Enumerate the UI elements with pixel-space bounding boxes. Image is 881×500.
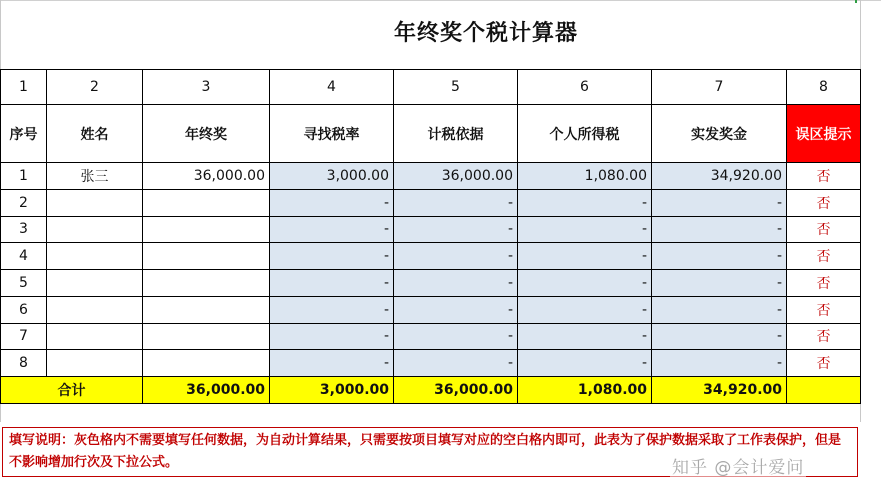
cell-name[interactable] [47, 350, 143, 377]
cell-seq: 3 [1, 216, 47, 243]
cell-tax-base: - [394, 296, 518, 323]
cell-net-bonus: - [652, 216, 787, 243]
cell-tax-base: 36,000.00 [394, 163, 518, 190]
table-row [1, 189, 861, 216]
cell-rate: - [270, 189, 394, 216]
cell-tax-base: - [394, 323, 518, 350]
header-row [1, 105, 861, 163]
table-row [1, 323, 861, 350]
cell-name[interactable] [47, 323, 143, 350]
total-row [1, 377, 861, 404]
cell-income-tax: - [518, 189, 652, 216]
cell-bonus[interactable] [143, 216, 270, 243]
cell-net-bonus: - [652, 350, 787, 377]
total-rate: 3,000.00 [270, 377, 394, 404]
cell-seq: 6 [1, 296, 47, 323]
cell-net-bonus: 34,920.00 [652, 163, 787, 190]
column-number-row [1, 70, 861, 105]
cell-seq: 5 [1, 270, 47, 297]
cell-income-tax: - [518, 270, 652, 297]
cell-rate: - [270, 296, 394, 323]
selection-marker [855, 0, 857, 3]
cell-net-bonus: - [652, 323, 787, 350]
total-tax-base: 36,000.00 [394, 377, 518, 404]
cell-warning: 否 [787, 350, 861, 377]
cell-seq: 1 [1, 163, 47, 190]
cell-bonus[interactable] [143, 270, 270, 297]
column-number: 7 [652, 70, 787, 105]
header-bonus: 年终奖 [143, 105, 270, 163]
cell-bonus[interactable]: 36,000.00 [143, 163, 270, 190]
column-number: 2 [47, 70, 143, 105]
top-border [0, 0, 881, 1]
cell-warning: 否 [787, 189, 861, 216]
cell-income-tax: - [518, 296, 652, 323]
cell-warning: 否 [787, 216, 861, 243]
column-number: 4 [270, 70, 394, 105]
instructions-note: 填写说明：灰色格内不需要填写任何数据，为自动计算结果，只需要按项目填写对应的空白格内即可，此表为了保护数据采取了工作表保护，但是不影响增加行次及下拉公式。 [2, 427, 858, 477]
cell-warning: 否 [787, 270, 861, 297]
header-income-tax: 个人所得税 [518, 105, 652, 163]
header-warning: 误区提示 [787, 105, 861, 163]
cell-name[interactable]: 张三 [47, 163, 143, 190]
cell-net-bonus: - [652, 296, 787, 323]
cell-bonus[interactable] [143, 243, 270, 270]
table-row [1, 216, 861, 243]
header-seq: 序号 [1, 105, 47, 163]
cell-warning: 否 [787, 163, 861, 190]
column-number: 1 [1, 70, 47, 105]
cell-net-bonus: - [652, 243, 787, 270]
cell-rate: - [270, 270, 394, 297]
header-name: 姓名 [47, 105, 143, 163]
cell-tax-base: - [394, 270, 518, 297]
cell-income-tax: - [518, 323, 652, 350]
cell-rate: - [270, 323, 394, 350]
cell-warning: 否 [787, 296, 861, 323]
table-row [1, 163, 861, 190]
total-net-bonus: 34,920.00 [652, 377, 787, 404]
column-number: 3 [143, 70, 270, 105]
cell-rate: - [270, 350, 394, 377]
table-row [1, 270, 861, 297]
column-number: 5 [394, 70, 518, 105]
cell-warning: 否 [787, 323, 861, 350]
table-row [1, 296, 861, 323]
total-warning [787, 377, 861, 404]
cell-rate: - [270, 243, 394, 270]
cell-rate: - [270, 216, 394, 243]
cell-tax-base: - [394, 350, 518, 377]
total-label: 合计 [1, 377, 143, 404]
cell-seq: 2 [1, 189, 47, 216]
cell-name[interactable] [47, 270, 143, 297]
cell-income-tax: 1,080.00 [518, 163, 652, 190]
cell-warning: 否 [787, 243, 861, 270]
table-row [1, 350, 861, 377]
cell-bonus[interactable] [143, 296, 270, 323]
cell-income-tax: - [518, 350, 652, 377]
cell-income-tax: - [518, 243, 652, 270]
header-tax-base: 计税依据 [394, 105, 518, 163]
cell-net-bonus: - [652, 189, 787, 216]
cell-bonus[interactable] [143, 189, 270, 216]
cell-name[interactable] [47, 296, 143, 323]
cell-rate: 3,000.00 [270, 163, 394, 190]
watermark: 知乎 @会计爱问 [670, 453, 806, 478]
cell-name[interactable] [47, 216, 143, 243]
column-number: 6 [518, 70, 652, 105]
cell-seq: 8 [1, 350, 47, 377]
column-number: 8 [787, 70, 861, 105]
cell-seq: 4 [1, 243, 47, 270]
tax-calculator-table [0, 69, 861, 404]
cell-income-tax: - [518, 216, 652, 243]
table-row [1, 243, 861, 270]
cell-bonus[interactable] [143, 350, 270, 377]
cell-net-bonus: - [652, 270, 787, 297]
cell-name[interactable] [47, 243, 143, 270]
cell-bonus[interactable] [143, 323, 270, 350]
cell-tax-base: - [394, 243, 518, 270]
cell-tax-base: - [394, 216, 518, 243]
total-bonus: 36,000.00 [143, 377, 270, 404]
total-income-tax: 1,080.00 [518, 377, 652, 404]
sheet-title: 年终奖个税计算器 [393, 21, 578, 46]
cell-name[interactable] [47, 189, 143, 216]
cell-seq: 7 [1, 323, 47, 350]
cell-tax-base: - [394, 189, 518, 216]
header-rate: 寻找税率 [270, 105, 394, 163]
header-net-bonus: 实发奖金 [652, 105, 787, 163]
